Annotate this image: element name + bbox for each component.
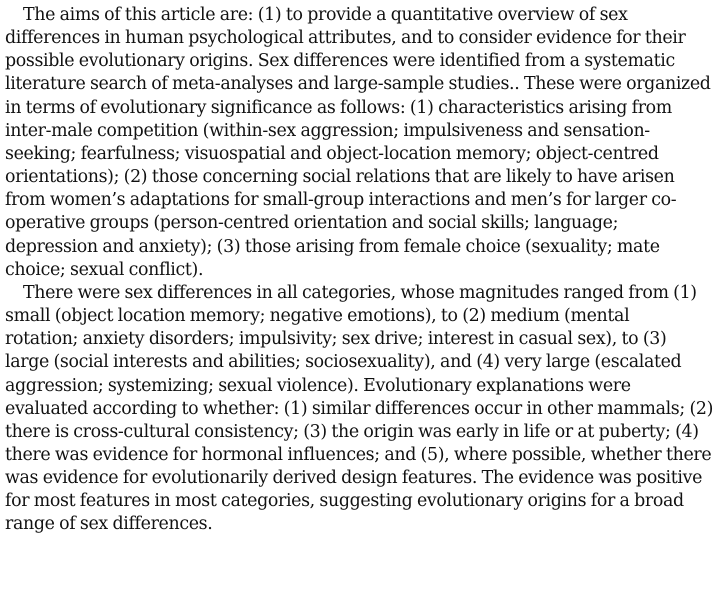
abstract-paragraph-2 <box>5 282 725 537</box>
paragraph-line: aggression; systemizing; sexual violence). Evolutionary explanations were <box>5 375 631 396</box>
paragraph-line: rotation; anxiety disorders; impulsivity; sex drive; interest in casual sex), to (3) <box>5 329 667 350</box>
paragraph-line: depression and anxiety); (3) those arising from female choice (sexuality; mate <box>5 236 660 257</box>
paragraph-line: there was evidence for hormonal influences; and (5), where possible, whether there <box>5 444 712 465</box>
paragraph-line: large (social interests and abilities; sociosexuality), and (4) very large (escalated <box>5 352 682 373</box>
paragraph-line: differences in human psychological attributes, and to consider evidence for their <box>5 28 686 49</box>
paragraph-line: orientations); (2) those concerning social relations that are likely to have arisen <box>5 167 675 188</box>
paragraph-line: possible evolutionary origins. Sex differences were identified from a systematic <box>5 51 675 72</box>
paragraph-line: seeking; fearfulness; visuospatial and object-location memory; object-centred <box>5 143 659 164</box>
paragraph-line: for most features in most categories, suggesting evolutionary origins for a broad <box>5 491 684 512</box>
paragraph-line: inter-male competition (within-sex aggression; impulsiveness and sensation- <box>5 120 650 141</box>
paragraph-line: There were sex differences in all categories, whose magnitudes ranged from (1) <box>23 282 697 303</box>
paragraph-line: there is cross-cultural consistency; (3) the origin was early in life or at puberty; (4) <box>5 421 699 442</box>
abstract-text <box>5 4 725 537</box>
paragraph-line: was evidence for evolutionarily derived design features. The evidence was positive <box>5 468 703 489</box>
paragraph-line: small (object location memory; negative emotions), to (2) medium (mental <box>5 306 630 327</box>
paragraph-line: choice; sexual conflict). <box>5 259 204 280</box>
paragraph-line: in terms of evolutionary significance as follows: (1) characteristics arising from <box>5 97 672 118</box>
paragraph-line: The aims of this article are: (1) to provide a quantitative overview of sex <box>23 5 628 25</box>
abstract-paragraph-1 <box>5 4 725 282</box>
paragraph-line: literature search of meta-analyses and large-sample studies.. These were organized <box>5 74 711 95</box>
paragraph-line: operative groups (person-centred orientation and social skills; language; <box>5 213 619 234</box>
paragraph-line: evaluated according to whether: (1) similar differences occur in other mammals; (2) <box>5 398 714 419</box>
paragraph-line: range of sex differences. <box>5 514 213 535</box>
paragraph-line: from women’s adaptations for small-group interactions and men’s for larger co- <box>5 190 677 211</box>
